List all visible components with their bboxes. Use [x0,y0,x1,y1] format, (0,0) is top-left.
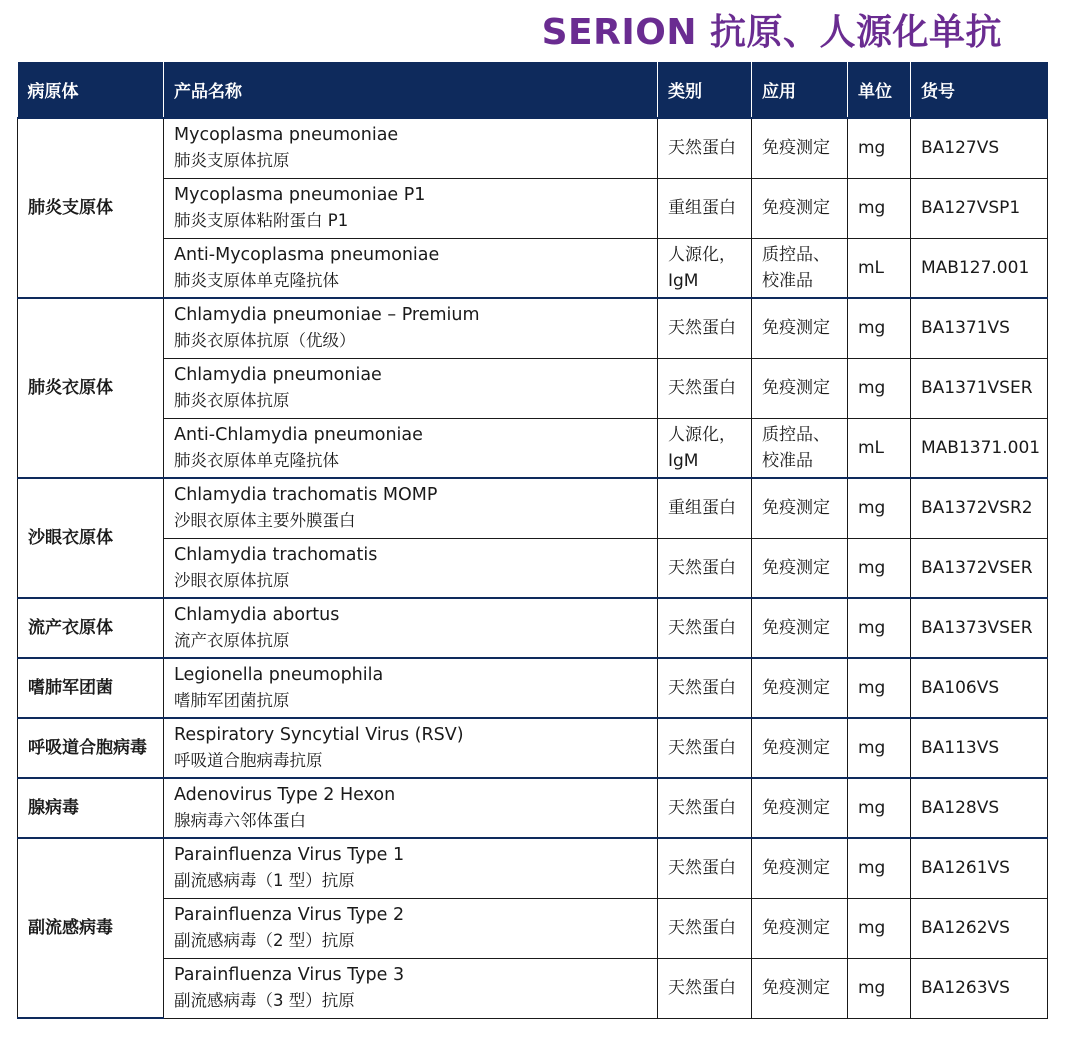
product-name-en: Chlamydia abortus [174,605,340,625]
product-name-cn: 呼吸道合胞病毒抗原 [174,751,323,770]
product-name-en: Parainfluenza Virus Type 2 [174,905,405,925]
product-name-cell [164,718,658,778]
product-name-en: Legionella pneumophila [174,665,384,685]
product-code-cell: BA1261VS [911,838,1048,898]
application-text: 免疫测定 [762,618,830,638]
pathogen-cell: 副流感病毒 [18,838,164,1018]
category-cell [658,958,752,1018]
pathogen-cell: 肺炎衣原体 [18,298,164,478]
unit-cell: mg [848,838,911,898]
product-code-cell: BA113VS [911,718,1048,778]
product-name-cell [164,118,658,178]
category-cell [658,538,752,598]
application-cell [752,178,848,238]
product-name-cell [164,538,658,598]
table-row [18,898,1048,958]
table-row [18,478,1048,538]
product-name-en: Anti-Mycoplasma pneumoniae [174,244,440,265]
application-cell [752,418,848,478]
product-name-cell [164,418,658,478]
product-name-cn: 肺炎支原体抗原 [174,151,290,171]
table-row [18,238,1048,298]
table-row [18,298,1048,358]
product-name-en: Chlamydia trachomatis [174,544,378,565]
product-code-cell: BA1372VSER [911,538,1048,598]
product-code-cell: MAB1371.001 [911,418,1048,478]
product-code-cell: BA1372VSR2 [911,478,1048,538]
application-text: 免疫测定 [762,378,830,398]
pathogen-cell: 肺炎支原体 [18,118,164,298]
product-name-en: Chlamydia pneumoniae [174,365,382,385]
unit-cell: mg [848,658,911,718]
application-cell [752,778,848,838]
product-name-en: Respiratory Syncytial Virus (RSV) [174,725,464,745]
product-name-cn: 副流感病毒（2 型）抗原 [174,931,355,950]
application-text: 免疫测定 [762,918,830,938]
category-text: 天然蛋白 [668,978,736,998]
header-application: 应用 [752,62,848,118]
table-row [18,778,1048,838]
table-row [18,598,1048,658]
product-name-cell [164,478,658,538]
product-table-container [17,62,1047,1019]
product-name-en: Parainfluenza Virus Type 3 [174,965,405,985]
application-cell [752,598,848,658]
product-name-en: Parainfluenza Virus Type 1 [174,845,405,866]
category-text: IgM [668,270,699,291]
table-row [18,358,1048,418]
category-text: 天然蛋白 [668,618,736,638]
header-code: 货号 [911,62,1048,118]
unit-cell: mg [848,778,911,838]
category-text: 天然蛋白 [668,378,736,398]
application-text: 免疫测定 [762,738,830,758]
unit-cell: mg [848,538,911,598]
product-name-en: Adenovirus Type 2 Hexon [174,785,396,805]
category-text: 天然蛋白 [668,678,736,698]
header-product-name: 产品名称 [164,62,658,118]
application-text: 免疫测定 [762,798,830,818]
product-name-cell [164,898,658,958]
page-title: SERION 抗原、人源化单抗 [541,12,1002,53]
unit-cell: mg [848,718,911,778]
category-cell [658,478,752,538]
category-text: 重组蛋白 [668,198,736,218]
category-text: 人源化， [668,424,736,445]
header-pathogen: 病原体 [18,62,164,118]
product-name-cn: 肺炎支原体单克隆抗体 [174,270,339,290]
product-name-cell [164,598,658,658]
application-text: 免疫测定 [762,138,830,159]
application-text: 校准品 [762,270,813,291]
application-cell [752,298,848,358]
category-text: 天然蛋白 [668,798,736,818]
category-cell [658,358,752,418]
category-cell [658,418,752,478]
application-text: 免疫测定 [762,978,830,998]
category-text: 天然蛋白 [668,318,736,339]
table-row [18,718,1048,778]
product-code-cell: BA1371VSER [911,358,1048,418]
product-name-cn: 腺病毒六邻体蛋白 [174,811,306,830]
pathogen-cell: 嗜肺军团菌 [18,658,164,718]
application-cell [752,718,848,778]
unit-cell: mg [848,178,911,238]
category-text: 天然蛋白 [668,918,736,938]
unit-cell: mg [848,898,911,958]
application-text: 质控品、 [762,424,830,445]
product-name-en: Chlamydia trachomatis MOMP [174,485,438,506]
table-body [18,118,1048,1018]
header-category: 类别 [658,62,752,118]
application-cell [752,118,848,178]
unit-cell: mg [848,298,911,358]
product-name-cell [164,238,658,298]
category-cell [658,658,752,718]
application-text: 免疫测定 [762,198,830,218]
unit-cell: mg [848,598,911,658]
application-text: 免疫测定 [762,858,830,879]
application-cell [752,838,848,898]
unit-cell: mL [848,418,911,478]
application-text: 免疫测定 [762,498,830,519]
application-cell [752,358,848,418]
category-cell [658,598,752,658]
product-code-cell: BA128VS [911,778,1048,838]
product-name-en: Chlamydia pneumoniae – Premium [174,305,480,326]
application-cell [752,238,848,298]
header-unit: 单位 [848,62,911,118]
application-text: 免疫测定 [762,318,830,339]
category-text: 人源化， [668,244,736,265]
category-text: 天然蛋白 [668,858,736,879]
table-row [18,838,1048,898]
table-row [18,658,1048,718]
category-text: 天然蛋白 [668,738,736,758]
category-text: 重组蛋白 [668,498,736,519]
application-cell [752,958,848,1018]
product-code-cell: BA127VS [911,118,1048,178]
product-name-cn: 沙眼衣原体抗原 [174,570,290,590]
product-table [17,62,1048,1019]
product-name-cn: 肺炎衣原体单克隆抗体 [174,450,339,470]
product-name-cn: 肺炎衣原体抗原（优级） [174,331,356,351]
table-row [18,538,1048,598]
product-name-en: Anti-Chlamydia pneumoniae [174,424,423,445]
category-cell [658,898,752,958]
table-header [18,62,1048,118]
product-name-cn: 肺炎支原体粘附蛋白 P1 [174,211,349,230]
product-name-cn: 嗜肺军团菌抗原 [174,691,290,710]
application-cell [752,478,848,538]
product-code-cell: BA1263VS [911,958,1048,1018]
product-name-cell [164,298,658,358]
product-code-cell: BA1371VS [911,298,1048,358]
category-text: 天然蛋白 [668,557,736,578]
application-cell [752,658,848,718]
product-name-en: Mycoplasma pneumoniae [174,125,399,146]
product-name-cn: 副流感病毒（1 型）抗原 [174,871,355,891]
product-code-cell: BA1262VS [911,898,1048,958]
application-cell [752,538,848,598]
product-name-cell [164,178,658,238]
product-name-cn: 副流感病毒（3 型）抗原 [174,991,355,1010]
unit-cell: mg [848,958,911,1018]
application-text: 校准品 [762,450,813,471]
table-row [18,118,1048,178]
category-cell [658,238,752,298]
unit-cell: mg [848,478,911,538]
unit-cell: mg [848,118,911,178]
product-code-cell: MAB127.001 [911,238,1048,298]
table-row [18,418,1048,478]
product-name-cell [164,778,658,838]
category-cell [658,298,752,358]
category-cell [658,838,752,898]
product-name-cn: 流产衣原体抗原 [174,631,290,650]
unit-cell: mL [848,238,911,298]
product-name-cn: 沙眼衣原体主要外膜蛋白 [174,511,356,531]
pathogen-cell: 呼吸道合胞病毒 [18,718,164,778]
product-code-cell: BA106VS [911,658,1048,718]
pathogen-cell: 流产衣原体 [18,598,164,658]
product-name-cell [164,958,658,1018]
table-row [18,178,1048,238]
application-text: 免疫测定 [762,557,830,578]
category-text: 天然蛋白 [668,138,736,159]
pathogen-cell: 沙眼衣原体 [18,478,164,598]
category-cell [658,118,752,178]
category-cell [658,718,752,778]
product-code-cell: BA127VSP1 [911,178,1048,238]
category-text: IgM [668,450,699,471]
table-row [18,958,1048,1018]
product-code-cell: BA1373VSER [911,598,1048,658]
application-text: 质控品、 [762,244,830,265]
application-text: 免疫测定 [762,678,830,698]
category-cell [658,778,752,838]
application-cell [752,898,848,958]
pathogen-cell: 腺病毒 [18,778,164,838]
product-name-cell [164,658,658,718]
category-cell [658,178,752,238]
table-header-row [18,62,1048,118]
product-name-en: Mycoplasma pneumoniae P1 [174,185,426,205]
product-name-cell [164,838,658,898]
unit-cell: mg [848,358,911,418]
product-name-cn: 肺炎衣原体抗原 [174,391,290,410]
product-name-cell [164,358,658,418]
